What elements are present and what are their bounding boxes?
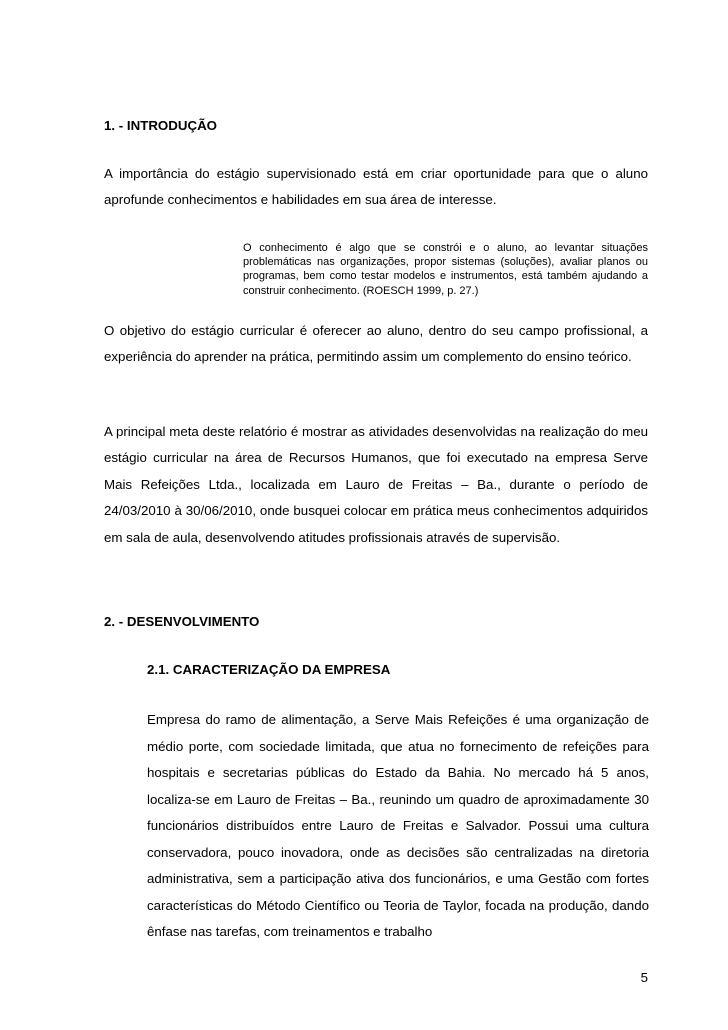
introduction-paragraph-2: O objetivo do estágio curricular é oferecer ao aluno, dentro do seu campo profissional, a experiência do aprender na prática, permitindo assim um complemento do ensino teórico. [104, 323, 648, 365]
company-description-paragraph: Empresa do ramo de alimentação, a Serve Mais Refeições é uma organização de médio porte, com sociedade limitada, que atua no fornecimento de refeições para hospitais e secretarias públicas do Estado da Bahia. No mercado há 5 anos, localiza-se em Lauro de Freitas – Ba., reunindo um quadro de aproximadamente 30 funcionários distribuídos entre Lauro de Freitas e Salvador. Possui uma cultura conservadora, pouco inovadora, onde as decisões são centralizadas na diretoria administrativa, sem a participação ativa dos funcionários, e uma Gestão com fortes características do Método Científico ou Teoria de Taylor, focada na produção, dando ênfase nas tarefas, com treinamentos e trabalho [147, 712, 649, 939]
introduction-heading: 1. - INTRODUÇÃO [104, 118, 218, 133]
introduction-paragraph-3: A principal meta deste relatório é mostrar as atividades desenvolvidas na realização do meu estágio curricular na área de Recursos Humanos, que foi executado na empresa Serve Mais Refeições Ltda., localizada em Lauro de Freitas – Ba., durante o período de 24/03/2010 à 30/06/2010, onde busquei colocar em prática meus conhecimentos adquiridos em sala de aula, desenvolvendo atitudes profissionais através de supervisão. [104, 424, 648, 545]
company-characterization-subheading: 2.1. CARACTERIZAÇÃO DA EMPRESA [147, 662, 391, 677]
page-number: 5 [640, 970, 648, 985]
development-heading: 2. - DESENVOLVIMENTO [104, 614, 260, 629]
introduction-block-quote: O conhecimento é algo que se constrói e o aluno, ao levantar situações problemáticas nas organizações, propor sistemas (soluções), avaliar planos ou programas, bem como testar modelos e instrumentos, está também ajudando a construir conhecimento. (ROESCH 1999, p. 27.) [243, 242, 648, 297]
introduction-paragraph-1: A importância do estágio supervisionado está em criar oportunidade para que o aluno aprofunde conhecimentos e habilidades em sua área de interesse. [104, 166, 648, 208]
